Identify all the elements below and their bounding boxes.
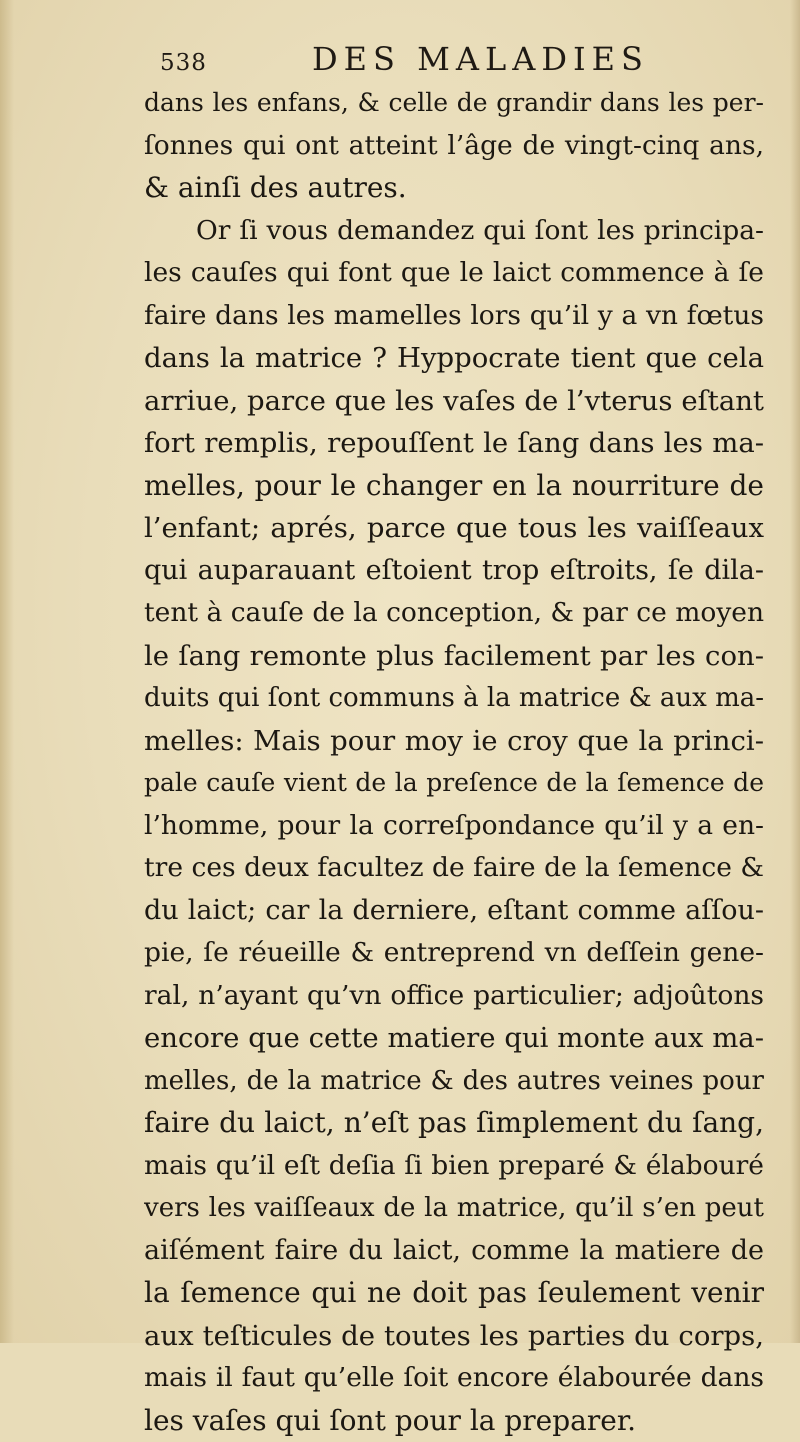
- text-line: vers les vaiſſeaux de la matrice, qu’il s’en peut: [144, 1187, 764, 1230]
- text-line: faire dans les mamelles lors qu’il y a vn fœtus: [144, 295, 764, 338]
- text-line: les vaſes qui ſont pour la preparer.: [144, 1400, 764, 1442]
- text-line: l’homme, pour la correſpondance qu’il y a en-: [144, 805, 764, 848]
- page-number: 538: [160, 50, 207, 76]
- text-line: fort remplis, repouſſent le ſang dans les ma-: [144, 422, 764, 465]
- text-line: melles: Mais pour moy ie croy que la princi-: [144, 720, 764, 763]
- text-line: aux teſticules de toutes les parties du corps,: [144, 1315, 764, 1358]
- text-line: dans les enfans, & celle de grandir dans les per-: [144, 82, 764, 125]
- text-line: mais qu’il eſt deſia ſi bien preparé & élabouré: [144, 1145, 764, 1188]
- text-line: ral, n’ayant qu’vn office particulier; adjoûtons: [144, 975, 764, 1018]
- text-line: pie, ſe réueille & entreprend vn deſſein gene-: [144, 932, 764, 975]
- text-line: encore que cette matiere qui monte aux ma-: [144, 1017, 764, 1060]
- text-line: dans la matrice ? Hyppocrate tient que cela: [144, 337, 764, 380]
- text-line: ſonnes qui ont atteint l’âge de vingt-cinq ans,: [144, 125, 764, 168]
- text-line: & ainſi des autres.: [144, 167, 764, 210]
- text-line: aiſément faire du laict, comme la matiere de: [144, 1230, 764, 1273]
- gutter-shadow: [0, 0, 14, 1343]
- text-line: melles, pour le changer en la nourriture de: [144, 465, 764, 508]
- text-line: Or ſi vous demandez qui ſont les principa-: [144, 210, 764, 253]
- text-line: duits qui ſont communs à la matrice & aux ma-: [144, 677, 764, 720]
- text-line: arriue, parce que les vaſes de l’vterus eſtant: [144, 380, 764, 423]
- page-edge: [790, 0, 800, 1343]
- text-line: le ſang remonte plus facilement par les con-: [144, 635, 764, 678]
- text-line: mais il faut qu’elle ſoit encore élabourée dans: [144, 1357, 764, 1400]
- text-line: faire du laict, n’eſt pas ſimplement du ſang,: [144, 1102, 764, 1145]
- text-line: les cauſes qui font que le laict commence à ſe: [144, 252, 764, 295]
- text-line: qui auparauant eſtoient trop eſtroits, ſe dila-: [144, 550, 764, 593]
- text-line: pale cauſe vient de la preſence de la ſemence de: [144, 762, 764, 805]
- running-head: DES MALADIES: [312, 40, 649, 78]
- body-text: [144, 82, 764, 1442]
- text-line: tre ces deux facultez de faire de la ſemence &: [144, 847, 764, 890]
- page-header: [160, 40, 680, 84]
- text-line: du laict; car la derniere, eſtant comme aſſou-: [144, 890, 764, 933]
- text-line: l’enfant; aprés, parce que tous les vaiſſeaux: [144, 507, 764, 550]
- text-line: tent à cauſe de la conception, & par ce moyen: [144, 592, 764, 635]
- text-line: la ſemence qui ne doit pas ſeulement venir: [144, 1272, 764, 1315]
- text-line: melles, de la matrice & des autres veines pour: [144, 1060, 764, 1103]
